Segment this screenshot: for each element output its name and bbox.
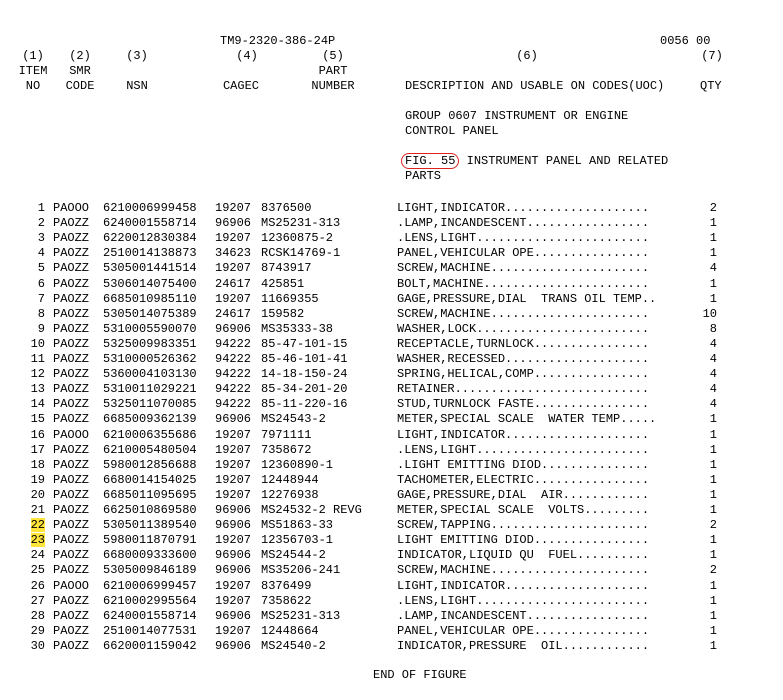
cagec: 34623 [215,246,252,261]
cagec: 96906 [215,216,252,231]
figure-title-line1 [405,154,668,169]
item-number: 1 [37,201,45,215]
description: STUD,TURNLOCK FASTE................ [397,397,650,412]
part-number: 85-11-220-16 [261,397,348,412]
quantity: 1 [709,578,717,593]
description: SCREW,MACHINE...................... [397,261,650,276]
quantity: 1 [709,291,717,306]
nsn: 6680014154025 [103,472,197,487]
item-number: 7 [37,291,45,306]
item-number: 25 [30,563,45,578]
description: .LAMP,INCANDESCENT................. [397,608,650,623]
nsn: 6210006355686 [103,427,197,442]
part-number: MS24540-2 [261,638,326,653]
part-number: MS24544-2 [261,548,326,563]
smr-code: PAOZZ [53,457,90,472]
table-row [0,609,783,624]
smr-code: PAOZZ [53,352,90,366]
item-number: 4 [37,246,45,261]
nsn: 5305001441514 [103,261,197,276]
part-number: 11669355 [261,291,319,306]
table-row [0,231,783,246]
nsn: 6685010985110 [103,291,197,306]
figure-title: INSTRUMENT PANEL AND RELATED [466,154,669,168]
description: BOLT,MACHINE....................... [397,276,650,291]
part-number: 12276938 [261,487,319,502]
quantity: 4 [709,367,717,382]
table-row [0,367,783,382]
cagec: 94222 [215,352,252,366]
smr-code: PAOZZ [53,533,90,548]
highlighted-item-number: 22 [30,518,45,533]
group-title-line2: CONTROL PANEL [405,124,499,138]
smr-code: PAOZZ [53,623,90,638]
description: SCREW,MACHINE...................... [397,563,650,578]
col-nsn-label: NSN [126,79,148,93]
item-number: 15 [30,412,45,427]
part-number: MS35333-38 [261,321,334,336]
table-row [0,579,783,594]
quantity: 1 [709,412,717,427]
cagec: 96906 [215,563,252,578]
description: LIGHT,INDICATOR.................... [397,201,650,215]
cagec: 94222 [215,382,252,397]
cagec: 19207 [215,442,252,457]
part-number: MS25231-313 [261,216,341,231]
table-row [0,337,783,352]
table-row [0,639,783,654]
table-row [0,443,783,458]
table-row [0,563,783,578]
description: METER,SPECIAL SCALE WATER TEMP..... [397,412,657,427]
cagec: 19207 [215,231,252,246]
description: INDICATOR,LIQUID QU FUEL.......... [397,548,650,563]
quantity: 1 [709,548,717,563]
cagec: 19207 [215,201,252,215]
nsn: 5310005590070 [103,321,197,336]
item-number: 17 [30,442,45,457]
description: LIGHT EMITTING DIOD................ [397,533,650,548]
description: .LAMP,INCANDESCENT................. [397,216,650,231]
cagec: 19207 [215,457,252,472]
item-number: 5 [37,261,45,276]
table-row [0,428,783,443]
quantity: 4 [709,261,717,276]
smr-code: PAOZZ [53,412,90,427]
table-row [0,488,783,503]
nsn: 5980011870791 [103,533,197,548]
part-number: MS24532-2 REVG [261,503,362,517]
item-number: 19 [30,472,45,487]
quantity: 4 [709,352,717,366]
nsn: 5305009846189 [103,563,197,578]
item-number: 16 [30,427,45,442]
description: GAGE,PRESSURE,DIAL TRANS OIL TEMP.. [397,291,657,306]
table-row [0,473,783,488]
figure-title-line2: PARTS [405,169,442,183]
item-number: 14 [30,397,45,412]
col-num-4: (4) [236,49,258,63]
item-number: 11 [30,352,45,366]
smr-code: PAOZZ [53,367,90,382]
cagec: 96906 [215,321,252,336]
nsn: 5306014075400 [103,276,197,291]
quantity: 1 [709,533,717,548]
table-row [0,412,783,427]
quantity: 1 [709,638,717,653]
quantity: 10 [702,306,717,321]
smr-code: PAOZZ [53,563,90,578]
col-num-5: (5) [322,49,344,63]
quantity: 1 [709,623,717,638]
smr-code: PAOZZ [53,548,90,563]
item-number: 12 [30,367,45,382]
item-number: 13 [30,382,45,397]
cagec: 96906 [215,518,252,533]
quantity: 8 [709,321,717,336]
quantity: 4 [709,397,717,412]
cagec: 19207 [215,472,252,487]
cagec: 96906 [215,548,252,563]
col-num-2: (2) [69,49,91,63]
description: SCREW,TAPPING...................... [397,518,650,533]
item-number: 29 [30,623,45,638]
part-number: MS24543-2 [261,412,326,427]
smr-code: PAOZZ [53,382,90,397]
quantity: 1 [709,246,717,261]
smr-code: PAOZZ [53,336,90,351]
cagec: 19207 [215,261,252,276]
col-num-1: (1) [22,49,44,63]
cagec: 24617 [215,276,252,291]
end-of-figure: END OF FIGURE [373,668,467,682]
item-number [16,533,45,548]
nsn: 5360004103130 [103,367,197,382]
part-number: MS51863-33 [261,518,334,533]
nsn: 6685009362139 [103,412,197,427]
table-row [0,307,783,322]
description: LIGHT,INDICATOR.................... [397,427,650,442]
smr-code: PAOZZ [53,231,90,246]
smr-code: PAOZZ [53,306,90,321]
part-number: 425851 [261,276,305,291]
description: RETAINER........................... [397,382,650,397]
part-number: 7358672 [261,442,312,457]
item-number: 20 [30,487,45,502]
cagec: 19207 [215,623,252,638]
smr-code: PAOZZ [53,397,90,412]
nsn: 6625010869580 [103,503,197,517]
smr-code: PAOOO [53,201,90,215]
figure-reference[interactable]: FIG. 55 [401,153,459,169]
quantity: 1 [709,593,717,608]
description: .LENS,LIGHT........................ [397,442,650,457]
part-number: 12356703-1 [261,533,334,548]
description: WASHER,LOCK........................ [397,321,650,336]
item-number: 2 [37,216,45,231]
highlighted-item-number: 23 [30,533,45,548]
item-number: 26 [30,578,45,593]
part-number: 85-47-101-15 [261,336,348,351]
part-number: 8743917 [261,261,312,276]
table-row [0,397,783,412]
table-row [0,548,783,563]
nsn: 5310011029221 [103,382,197,397]
col-qty-label: QTY [700,79,722,93]
part-number: 85-46-101-41 [261,352,348,366]
nsn: 6685011095695 [103,487,197,502]
item-number: 6 [37,276,45,291]
smr-code: PAOZZ [53,276,90,291]
table-row [0,594,783,609]
nsn: 6240001558714 [103,216,197,231]
description: LIGHT,INDICATOR.................... [397,578,650,593]
cagec: 19207 [215,487,252,502]
page-code: 0056 00 [660,34,711,48]
smr-code: PAOZZ [53,321,90,336]
table-row [0,216,783,231]
description: .LIGHT EMITTING DIOD............... [397,457,650,472]
nsn: 6240001558714 [103,608,197,623]
part-number: 12360875-2 [261,231,334,246]
cagec: 96906 [215,412,252,427]
description: PANEL,VEHICULAR OPE................ [397,623,650,638]
nsn: 5980012856688 [103,457,197,472]
smr-code: PAOZZ [53,593,90,608]
item-number: 18 [30,457,45,472]
quantity: 4 [709,382,717,397]
item-number: 30 [30,638,45,653]
nsn: 6620001159042 [103,638,197,653]
cagec: 19207 [215,291,252,306]
quantity: 1 [709,457,717,472]
description: SCREW,MACHINE...................... [397,306,650,321]
table-row [0,277,783,292]
description: TACHOMETER,ELECTRIC................ [397,472,650,487]
description: PANEL,VEHICULAR OPE................ [397,246,650,261]
nsn: 5325009983351 [103,336,197,351]
nsn: 2510014138873 [103,246,197,261]
col-number-label: NUMBER [311,79,355,93]
description: GAGE,PRESSURE,DIAL AIR............ [397,487,650,502]
table-row [0,246,783,261]
smr-code: PAOOO [53,427,90,442]
cagec: 96906 [215,608,252,623]
table-row [0,292,783,307]
table-row [0,458,783,473]
nsn: 5305011389540 [103,518,197,533]
nsn: 6220012830384 [103,231,197,246]
description: INDICATOR,PRESSURE OIL............ [397,638,650,653]
smr-code: PAOZZ [53,487,90,502]
table-row [0,382,783,397]
quantity: 1 [709,427,717,442]
nsn: 2510014077531 [103,623,197,638]
nsn: 6210002995564 [103,593,197,608]
part-number: 7358622 [261,593,312,608]
cagec: 19207 [215,578,252,593]
smr-code: PAOOO [53,578,90,593]
document-id: TM9-2320-386-24P [220,34,336,48]
item-number: 28 [30,608,45,623]
quantity: 1 [709,503,717,517]
part-number: 12448664 [261,623,319,638]
quantity: 4 [709,336,717,351]
table-row [0,201,783,216]
col-num-3: (3) [126,49,148,63]
cagec: 94222 [215,367,252,382]
cagec: 96906 [215,638,252,653]
item-number [16,518,45,533]
cagec: 24617 [215,306,252,321]
nsn: 6680009333600 [103,548,197,563]
table-row [0,503,783,518]
col-description-label: DESCRIPTION AND USABLE ON CODES(UOC) [405,79,665,93]
quantity: 1 [709,276,717,291]
col-num-7: (7) [701,49,723,63]
table-row [0,533,783,548]
quantity: 1 [709,487,717,502]
item-number: 8 [37,306,45,321]
col-no-label: NO [25,79,41,93]
item-number: 9 [37,321,45,336]
cagec: 94222 [215,397,252,412]
table-row [0,261,783,276]
item-number: 10 [30,336,45,351]
description: RECEPTACLE,TURNLOCK................ [397,336,650,351]
description: .LENS,LIGHT........................ [397,231,650,246]
table-row [0,518,783,533]
smr-code: PAOZZ [53,638,90,653]
part-number: 12360890-1 [261,457,334,472]
description: METER,SPECIAL SCALE VOLTS......... [397,503,650,517]
smr-code: PAOZZ [53,518,90,533]
quantity: 2 [709,563,717,578]
smr-code: PAOZZ [53,261,90,276]
cagec: 96906 [215,503,252,517]
nsn: 6210005480504 [103,442,197,457]
item-number: 21 [30,503,45,517]
part-number: RCSK14769-1 [261,246,341,261]
cagec: 94222 [215,336,252,351]
description: SPRING,HELICAL,COMP................ [397,367,650,382]
part-number: 14-18-150-24 [261,367,348,382]
quantity: 1 [709,442,717,457]
col-item-label: ITEM [18,64,48,78]
smr-code: PAOZZ [53,503,90,517]
quantity: 1 [709,216,717,231]
col-smr-label: SMR [69,64,91,78]
table-row [0,352,783,367]
nsn: 5305014075389 [103,306,197,321]
table-row [0,322,783,337]
description: .LENS,LIGHT........................ [397,593,650,608]
part-number: 85-34-201-20 [261,382,348,397]
nsn: 6210006999457 [103,578,197,593]
nsn: 5325011070085 [103,397,197,412]
part-number: MS35206-241 [261,563,341,578]
part-number: 159582 [261,306,305,321]
group-title-line1: GROUP 0607 INSTRUMENT OR ENGINE [405,109,629,123]
nsn: 6210006999458 [103,201,197,215]
quantity: 1 [709,608,717,623]
quantity: 1 [709,472,717,487]
col-cagec-label: CAGEC [222,79,259,93]
smr-code: PAOZZ [53,472,90,487]
quantity: 2 [709,201,717,215]
table-row [0,624,783,639]
part-number: 12448944 [261,472,319,487]
item-number: 24 [30,548,45,563]
col-part-label: PART [318,64,348,78]
part-number: MS25231-313 [261,608,341,623]
item-number: 3 [37,231,45,246]
cagec: 19207 [215,427,252,442]
quantity: 1 [709,231,717,246]
smr-code: PAOZZ [53,216,90,231]
part-number: 7971111 [261,427,312,442]
part-number: 8376499 [261,578,312,593]
quantity: 2 [709,518,717,533]
cagec: 19207 [215,593,252,608]
smr-code: PAOZZ [53,246,90,261]
col-num-6: (6) [516,49,538,63]
part-number: 8376500 [261,201,312,215]
cagec: 19207 [215,533,252,548]
smr-code: PAOZZ [53,442,90,457]
smr-code: PAOZZ [53,291,90,306]
description: WASHER,RECESSED.................... [397,352,650,366]
nsn: 5310000526362 [103,352,197,366]
smr-code: PAOZZ [53,608,90,623]
item-number: 27 [30,593,45,608]
col-code-label: CODE [65,79,95,93]
